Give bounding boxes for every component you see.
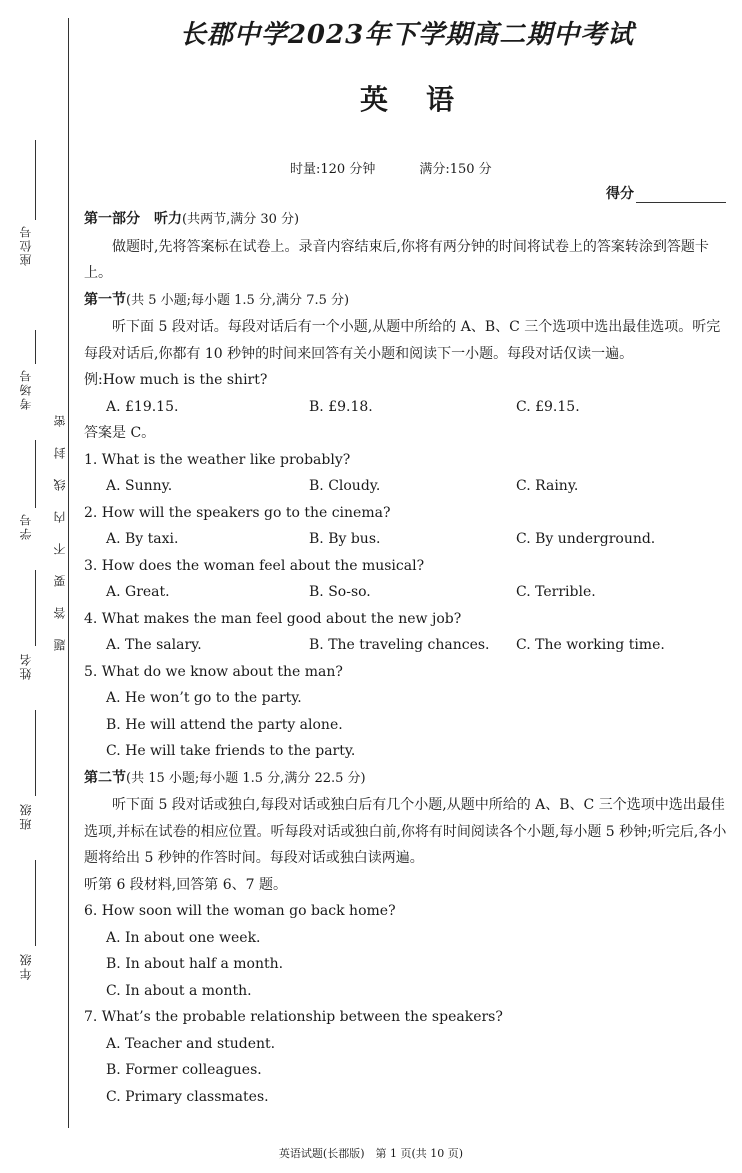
- question-7-option-a[interactable]: A. Teacher and student.: [106, 1035, 276, 1052]
- student-number-field[interactable]: [14, 440, 44, 560]
- name-label: 姓名: [19, 652, 33, 680]
- section1-heading-text: 第一节: [84, 291, 126, 308]
- exam-title: 长郡中学2023年下学期高二期中考试: [179, 20, 635, 50]
- exam-room-label: 考场号: [19, 368, 33, 410]
- option-a[interactable]: A. The salary.: [106, 637, 202, 653]
- grade-label: 年级: [19, 952, 33, 980]
- section1-intro: 听下面 5 段对话。每段对话后有一个小题,从题中所给的 A、B、C 三个选项中选出最佳选项。听完每段对话后,你都有 10 秒钟的时间来回答有关小题和阅读下一小题。每段对话仅读一遍。: [84, 319, 721, 362]
- page-footer: 英语试题(长郡版) 第 1 页(共 10 页): [278, 1147, 464, 1160]
- score-field[interactable]: [606, 183, 726, 203]
- section2-intro: 听下面 5 段对话或独白,每段对话或独白后有几个小题,从题中所给的 A、B、C 三个选项中选出最佳选项,并标在试卷的相应位置。听每段对话或独白前,你将有时间阅读各个小题,每小题 5 秒钟;听完后,各小题将给出 5 秒钟的作答时间。每段对话或独白读两遍。: [84, 797, 727, 866]
- exam-room-blank: [35, 330, 36, 364]
- student-number-label: 学号: [19, 512, 33, 540]
- option-b[interactable]: B. The traveling chances.: [309, 637, 490, 653]
- example-question: 例:How much is the shirt?: [84, 372, 268, 388]
- option-b[interactable]: B. So-so.: [309, 584, 371, 600]
- option-c[interactable]: C. Terrible.: [516, 584, 596, 600]
- name-field[interactable]: [14, 570, 44, 700]
- grade-field[interactable]: [14, 860, 44, 1000]
- class-blank: [35, 710, 36, 796]
- binding-line: [68, 18, 69, 1128]
- example-options: [84, 394, 730, 421]
- option-a[interactable]: A. Great.: [106, 584, 170, 600]
- seat-number-field[interactable]: [14, 140, 44, 280]
- seat-number-label: 座位号: [19, 224, 33, 266]
- section2-heading-text: 第二节: [84, 769, 126, 786]
- exam-info: [290, 158, 536, 177]
- option-b[interactable]: B. By bus.: [309, 531, 381, 547]
- section1-heading: [84, 287, 730, 315]
- score-blank[interactable]: [636, 188, 726, 203]
- question-1-options: [84, 473, 730, 500]
- option-c: C. £9.15.: [516, 398, 580, 415]
- score-label: 得分: [606, 186, 634, 202]
- part1-heading-text: 第一部分 听力: [84, 211, 182, 227]
- question-1: 1. What is the weather like probably?: [84, 451, 351, 468]
- seat-number-blank: [35, 140, 36, 220]
- question-2-options: [84, 526, 730, 553]
- question-4-options: [84, 632, 730, 659]
- part1-intro: 做题时,先将答案标在试卷上。录音内容结束后,你将有两分钟的时间将试卷上的答案转涂到答题卡上。: [84, 238, 709, 281]
- question-5-option-c[interactable]: C. He will take friends to the party.: [106, 743, 356, 759]
- section2-heading-note: (共 15 小题;每小题 1.5 分,满分 22.5 分): [126, 770, 366, 786]
- part1-heading: [84, 206, 730, 234]
- option-a: A. £19.15.: [106, 398, 179, 415]
- option-a[interactable]: A. By taxi.: [106, 531, 179, 547]
- question-7: 7. What’s the probable relationship between the speakers?: [84, 1009, 503, 1025]
- option-b[interactable]: B. Cloudy.: [309, 478, 381, 494]
- question-5-option-b[interactable]: B. He will attend the party alone.: [106, 716, 343, 733]
- option-b: B. £9.18.: [309, 398, 373, 415]
- option-a[interactable]: A. Sunny.: [106, 478, 173, 494]
- example-answer: 答案是 C。: [84, 425, 156, 441]
- option-c[interactable]: C. Rainy.: [516, 478, 579, 494]
- question-7-option-b[interactable]: B. Former colleagues.: [106, 1062, 262, 1078]
- time-limit: 时量:120 分钟: [290, 162, 376, 177]
- question-6: 6. How soon will the woman go back home?: [84, 903, 396, 919]
- question-5-option-a[interactable]: A. He won’t go to the party.: [106, 690, 302, 706]
- name-blank: [35, 570, 36, 646]
- full-score: 满分:150 分: [419, 162, 492, 177]
- question-3-options: [84, 579, 730, 606]
- question-3: 3. How does the woman feel about the musical?: [84, 557, 425, 574]
- material-6-note: 听第 6 段材料,回答第 6、7 题。: [84, 876, 287, 893]
- question-6-option-b[interactable]: B. In about half a month.: [106, 956, 284, 972]
- class-field[interactable]: [14, 710, 44, 850]
- grade-blank: [35, 860, 36, 946]
- exam-room-field[interactable]: [14, 330, 44, 430]
- student-number-blank: [35, 440, 36, 508]
- binding-margin: [0, 0, 78, 1173]
- class-label: 班级: [19, 802, 33, 830]
- question-2: 2. How will the speakers go to the cinema?: [84, 504, 391, 521]
- question-7-option-c[interactable]: C. Primary classmates.: [106, 1088, 269, 1105]
- question-4: 4. What makes the man feel good about the new job?: [84, 610, 462, 627]
- exam-body: [84, 206, 730, 1110]
- option-c[interactable]: C. By underground.: [516, 531, 656, 547]
- part1-heading-note: (共两节,满分 30 分): [182, 212, 300, 227]
- question-6-option-a[interactable]: A. In about one week.: [106, 929, 261, 946]
- seal-line-notice: 题答要不内线封密: [53, 395, 67, 651]
- section2-heading: [84, 765, 730, 793]
- section1-heading-note: (共 5 小题;每小题 1.5 分,满分 7.5 分): [126, 292, 350, 308]
- subject-title: 英语: [359, 83, 492, 116]
- question-6-option-c[interactable]: C. In about a month.: [106, 982, 252, 999]
- question-5: 5. What do we know about the man?: [84, 663, 343, 680]
- option-c[interactable]: C. The working time.: [516, 637, 665, 653]
